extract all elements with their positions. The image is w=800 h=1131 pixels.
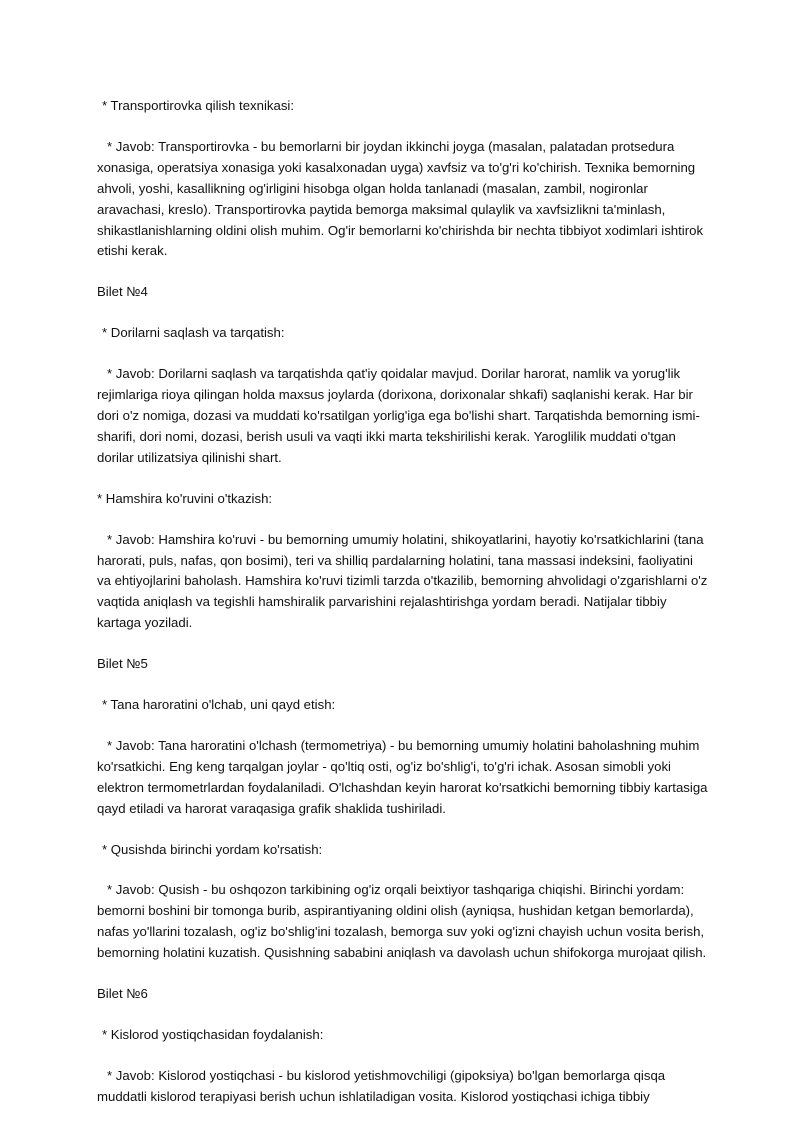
question-oxygen-pillow: * Kislorod yostiqchasidan foydalanish: bbox=[102, 1027, 324, 1042]
ticket-heading-6: Bilet №6 bbox=[97, 986, 148, 1002]
answer-temperature: * Javob: Tana haroratini o'lchash (termometriya) - bu bemorning umumiy holatini baholashning muhim ko'rsatkichi. Eng keng tarqalgan joylar - qo'ltiq osti, og'iz bo'shlig'i, to'g'ri ichak. Asosan simobli yoki elektron termometrlardan foydalaniladi. O'lchashdan keyin harorat ko'rsatkichi bemorning tibbiy kartasiga qayd etiladi va harorat varaqasiga grafik shaklida tushiriladi. bbox=[97, 737, 708, 816]
question-vomiting: * Qusishda birinchi yordam ko'rsatish: bbox=[102, 841, 323, 857]
ticket-heading-4: Bilet №4 bbox=[97, 284, 148, 300]
question-transport: * Transportirovka qilish texnikasi: bbox=[102, 98, 295, 113]
answer-oxygen-pillow: * Javob: Kislorod yostiqchasi - bu kislorod yetishmovchiligi (gipoksiya) bo'lgan bemorlarga qisqa muddatli kislorod terapiyasi berish uchun ishlatiladigan vosita. Kislorod yostiqchasi ichiga tibbiy bbox=[97, 1067, 666, 1104]
answer-vomiting: * Javob: Qusish - bu oshqozon tarkibining og'iz orqali beixtiyor tashqariga chiqishi. Birinchi yordam: bemorni boshini bir tomonga burib, aspirantiyaning oldini olish (ayniqsa, hushidan ketgan bemorlarda), nafas yo'llarini tozalash, og'iz bo'shlig'ini tozalash, bemorga suv yoki og'izni chayish uchun vosita berish, bemorning holatini kuzatish. Qusishning sababini aniqlash va davolash uchun shifokorga murojaat qilish. bbox=[97, 882, 707, 961]
question-nurse-exam: * Hamshira ko'ruvini o'tkazish: bbox=[97, 490, 273, 506]
document-page bbox=[97, 96, 709, 1128]
question-medicine-storage: * Dorilarni saqlash va tarqatish: bbox=[102, 325, 285, 341]
answer-nurse-exam: * Javob: Hamshira ko'ruvi - bu bemorning umumiy holatini, shikoyatlarini, hayotiy ko'rsatkichlarini (tana harorati, puls, nafas, qon bosimi), teri va shilliq pardalarning holatini, tana massasi indeksini, faoliyatini va ehtiyojlarini baholash. Hamshira ko'ruvi tizimli tarzda o'tkazilib, bemorning ahvolidagi o'zgarishlarni o'z vaqtida aniqlash va tegishli hamshiralik parvarishini rejalashtirishga yordam beradi. Natijalar tibbiy kartaga yoziladi. bbox=[97, 531, 708, 631]
answer-medicine-storage: * Javob: Dorilarni saqlash va tarqatishda qat'iy qoidalar mavjud. Dorilar harorat, namlik va yorug'lik rejimlariga rioya qilingan holda maxsus joylarda (dorixona, dorixonalar shkafi) saqlanishi kerak. Har bir dori o'z nomiga, dozasi va muddati ko'rsatilgan yorlig'iga ega bo'lishi shart. Tarqatishda bemorning ismi-sharifi, dori nomi, dozasi, berish usuli va vaqti ikki marta tekshirilishi kerak. Yaroglilik muddati o'tgan dorilar utilizatsiya qilinishi shart. bbox=[97, 366, 700, 465]
question-temperature: * Tana haroratini o'lchab, uni qayd etish: bbox=[102, 697, 336, 713]
answer-transport: * Javob: Transportirovka - bu bemorlarni bir joydan ikkinchi joyga (masalan, palatadan protsedura xonasiga, operatsiya xonasiga yoki kasalxonadan uyga) xavfsiz va to'g'ri ko'chirish. Texnika bemorning ahvoli, yoshi, kasallikning og'irligini hisobga olgan holda tanlanadi (masalan, zambil, nogironlar aravachasi, kreslo). Transportirovka paytida bemorga maksimal qulaylik va xavfsizlikni ta'minlash, shikastlanishlarning oldini olish muhim. Og'ir bemorlarni ko'chirishda bir nechta tibbiyot xodimlari ishtirok etishi kerak. bbox=[97, 138, 704, 259]
ticket-heading-5: Bilet №5 bbox=[97, 656, 148, 672]
